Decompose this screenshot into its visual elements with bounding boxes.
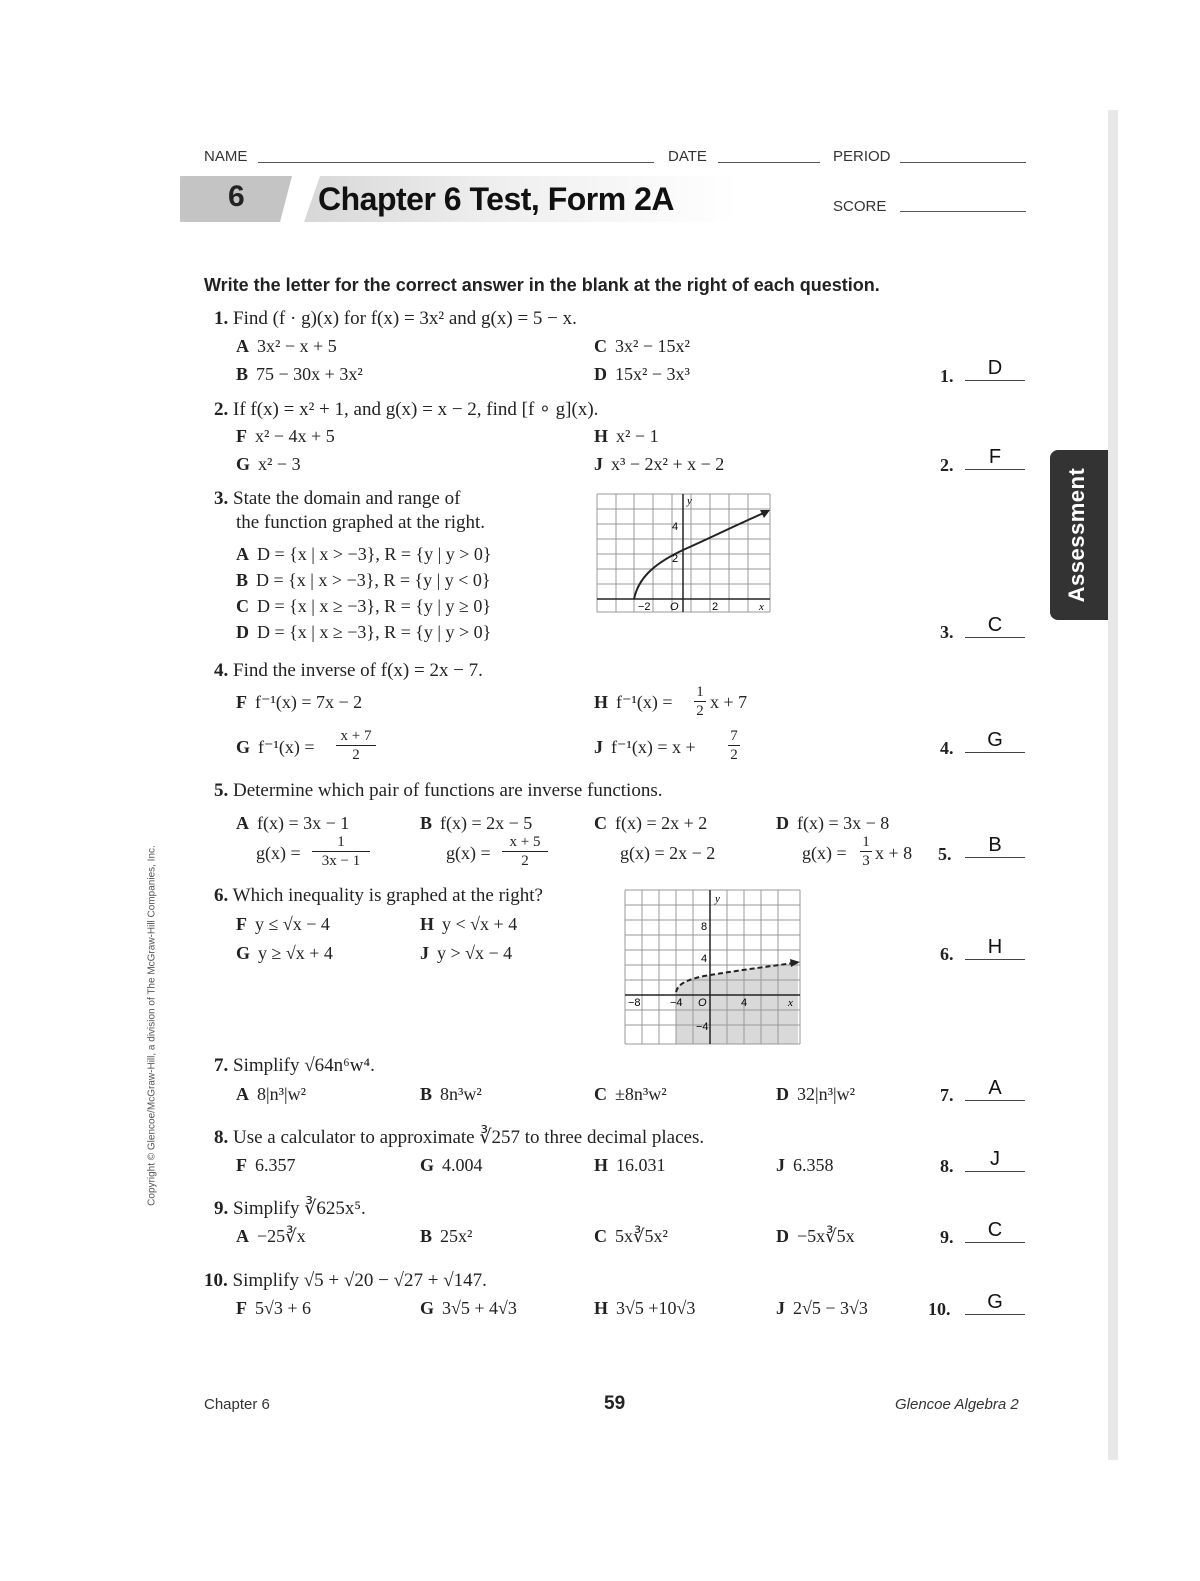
svg-text:2: 2 <box>672 553 679 565</box>
svg-text:8: 8 <box>701 921 708 933</box>
question-9: 9. Simplify ∛625x⁵. <box>214 1198 366 1219</box>
q4-option-g[interactable]: G f⁻¹(x) = <box>236 737 315 757</box>
svg-text:x: x <box>759 601 764 613</box>
q7-option-a[interactable]: A 8|n³|w² <box>236 1084 306 1104</box>
question-4: 4. Find the inverse of f(x) = 2x − 7. <box>214 660 483 681</box>
q5-option-a[interactable]: A f(x) = 3x − 1 <box>236 813 350 833</box>
svg-text:−2: −2 <box>638 601 651 613</box>
q4-option-f[interactable]: F f⁻¹(x) = 7x − 2 <box>236 692 363 712</box>
q4-h-denominator: 2 <box>696 703 704 719</box>
answer-line-7 <box>965 1100 1025 1101</box>
answer-line-1 <box>965 380 1025 381</box>
answer-number-1: 1. <box>940 366 954 386</box>
answer-line-2 <box>965 469 1025 470</box>
q3-option-a[interactable]: A D = {x | x > −3}, R = {y | y > 0} <box>236 544 492 564</box>
footer-book-title: Glencoe Algebra 2 <box>895 1396 1019 1413</box>
q6-option-h[interactable]: H y < √x + 4 <box>420 914 518 934</box>
svg-text:y: y <box>715 893 720 905</box>
answer-number-10: 10. <box>928 1299 951 1319</box>
answer-5[interactable]: B <box>988 834 1002 856</box>
page-title: Chapter 6 Test, Form 2A <box>318 181 674 217</box>
name-field[interactable] <box>258 162 654 163</box>
q6-option-j[interactable]: J y > √x − 4 <box>420 943 513 963</box>
date-label: DATE <box>668 148 707 165</box>
q8-option-g[interactable]: G 4.004 <box>420 1155 483 1175</box>
q5-d-numerator: 1 <box>860 834 872 852</box>
q10-option-f[interactable]: F 5√3 + 6 <box>236 1298 312 1318</box>
q5-a-denominator: 3x − 1 <box>321 853 361 869</box>
copyright-notice: Copyright © Glencoe/McGraw-Hill, a division of The McGraw-Hill Companies, Inc. <box>146 845 158 1206</box>
page-edge-strip <box>1108 110 1118 1460</box>
answer-2[interactable]: F <box>988 446 1002 468</box>
q3-option-c[interactable]: C D = {x | x ≥ −3}, R = {y | y ≥ 0} <box>236 596 491 616</box>
question-7: 7. Simplify √64n⁶w⁴. <box>214 1055 375 1076</box>
q4-g-denominator: 2 <box>352 747 360 763</box>
q1-option-d[interactable]: D 15x² − 3x³ <box>594 364 690 384</box>
svg-text:4: 4 <box>672 521 679 533</box>
answer-4[interactable]: G <box>987 729 1003 751</box>
question-1: 1. Find (f · g)(x) for f(x) = 3x² and g(x) = 5 − x. <box>214 308 577 329</box>
q4-h-numerator: 1 <box>694 684 706 702</box>
period-field[interactable] <box>900 162 1026 163</box>
svg-text:O: O <box>670 601 679 613</box>
q4-j-denominator: 2 <box>730 747 738 763</box>
q5-b-denominator: 2 <box>521 853 529 869</box>
name-label: NAME <box>204 148 248 165</box>
q7-option-b[interactable]: B 8n³w² <box>420 1084 482 1104</box>
svg-text:x: x <box>788 997 793 1009</box>
q2-option-f[interactable]: F x² − 4x + 5 <box>236 426 335 446</box>
q9-option-b[interactable]: B 25x² <box>420 1226 473 1246</box>
q4-j-numerator: 7 <box>728 728 740 746</box>
q10-option-j[interactable]: J 2√5 − 3√3 <box>776 1298 868 1318</box>
q7-option-d[interactable]: D 32|n³|w² <box>776 1084 855 1104</box>
q5-b-numerator: x + 5 <box>502 834 548 852</box>
q2-option-j[interactable]: J x³ − 2x² + x − 2 <box>594 454 725 474</box>
answer-number-3: 3. <box>940 622 954 642</box>
answer-number-2: 2. <box>940 455 954 475</box>
q5-option-b[interactable]: B f(x) = 2x − 5 <box>420 813 533 833</box>
answer-line-10 <box>965 1314 1025 1315</box>
answer-line-6 <box>965 959 1025 960</box>
q3-option-d[interactable]: D D = {x | x ≥ −3}, R = {y | y > 0} <box>236 622 492 642</box>
q5-c-g: g(x) = 2x − 2 <box>620 843 716 863</box>
q3-graph <box>596 490 772 616</box>
q4-option-h[interactable]: H f⁻¹(x) = <box>594 692 673 712</box>
q9-option-a[interactable]: A −25∛x <box>236 1226 306 1246</box>
answer-9[interactable]: C <box>987 1219 1003 1241</box>
q7-option-c[interactable]: C ±8n³w² <box>594 1084 667 1104</box>
q2-option-g[interactable]: G x² − 3 <box>236 454 301 474</box>
q1-option-a[interactable]: A 3x² − x + 5 <box>236 336 337 356</box>
question-3: 3. State the domain and range of <box>214 488 461 509</box>
question-6: 6. Which inequality is graphed at the right? <box>214 885 543 906</box>
answer-7[interactable]: A <box>988 1077 1002 1099</box>
svg-text:4: 4 <box>701 953 708 965</box>
svg-text:−4: −4 <box>696 1021 709 1033</box>
q9-option-c[interactable]: C 5x∛5x² <box>594 1226 668 1246</box>
answer-8[interactable]: J <box>990 1148 1000 1170</box>
q10-option-g[interactable]: G 3√5 + 4√3 <box>420 1298 517 1318</box>
date-field[interactable] <box>718 162 820 163</box>
question-2: 2. If f(x) = x² + 1, and g(x) = x − 2, find [f ∘ g](x). <box>214 399 599 420</box>
answer-line-4 <box>965 752 1025 753</box>
score-field[interactable] <box>900 211 1026 212</box>
q2-option-h[interactable]: H x² − 1 <box>594 426 659 446</box>
answer-line-8 <box>965 1171 1025 1172</box>
svg-text:−4: −4 <box>670 997 683 1009</box>
q1-option-c[interactable]: C 3x² − 15x² <box>594 336 690 356</box>
answer-1[interactable]: D <box>987 357 1003 379</box>
q5-d-tail: x + 8 <box>875 843 913 863</box>
q5-d-g: g(x) = <box>802 843 847 863</box>
assessment-tab <box>1050 450 1108 620</box>
q4-option-j[interactable]: J f⁻¹(x) = x + <box>594 737 696 757</box>
q1-option-b[interactable]: B 75 − 30x + 3x² <box>236 364 363 384</box>
q5-b-g: g(x) = <box>446 843 491 863</box>
q8-option-h[interactable]: H 16.031 <box>594 1155 666 1175</box>
answer-number-9: 9. <box>940 1227 954 1247</box>
assessment-tab-label: Assessment <box>1064 467 1089 603</box>
q5-option-d[interactable]: D f(x) = 3x − 8 <box>776 813 890 833</box>
q8-option-j[interactable]: J 6.358 <box>776 1155 834 1175</box>
svg-text:y: y <box>687 495 692 507</box>
answer-number-7: 7. <box>940 1085 954 1105</box>
q6-graph <box>624 888 802 1048</box>
answer-line-9 <box>965 1242 1025 1243</box>
answer-number-8: 8. <box>940 1156 954 1176</box>
svg-text:O: O <box>698 997 707 1009</box>
q5-a-g: g(x) = <box>256 843 301 863</box>
q6-option-g[interactable]: G y ≥ √x + 4 <box>236 943 333 963</box>
footer-chapter: Chapter 6 <box>204 1396 270 1413</box>
q3-option-b[interactable]: B D = {x | x > −3}, R = {y | y < 0} <box>236 570 491 590</box>
period-label: PERIOD <box>833 148 891 165</box>
q5-a-numerator: 1 <box>312 834 370 852</box>
q5-option-c[interactable]: C f(x) = 2x + 2 <box>594 813 708 833</box>
q6-option-f[interactable]: F y ≤ √x − 4 <box>236 914 330 934</box>
answer-3[interactable]: C <box>987 614 1003 636</box>
instructions: Write the letter for the correct answer in the blank at the right of each question. <box>204 275 880 295</box>
page-number: 59 <box>604 1393 626 1414</box>
svg-text:−8: −8 <box>628 997 641 1009</box>
q10-option-h[interactable]: H 3√5 +10√3 <box>594 1298 696 1318</box>
answer-6[interactable]: H <box>987 936 1003 958</box>
answer-line-3 <box>965 637 1025 638</box>
q8-option-f[interactable]: F 6.357 <box>236 1155 296 1175</box>
answer-number-6: 6. <box>940 944 954 964</box>
svg-text:4: 4 <box>741 997 748 1009</box>
question-10: 10. Simplify √5 + √20 − √27 + √147. <box>204 1270 487 1291</box>
answer-number-5: 5. <box>938 844 952 864</box>
answer-10[interactable]: G <box>987 1291 1003 1313</box>
score-label: SCORE <box>833 198 887 215</box>
question-3-line-2: the function graphed at the right. <box>236 512 486 533</box>
q4-h-tail: x + 7 <box>710 692 748 712</box>
question-5: 5. Determine which pair of functions are inverse functions. <box>214 780 663 801</box>
answer-line-5 <box>965 857 1025 858</box>
q4-g-numerator: x + 7 <box>336 728 376 746</box>
chapter-number: 6 <box>228 180 245 213</box>
question-8: 8. Use a calculator to approximate ∛257 to three decimal places. <box>214 1127 705 1148</box>
q5-d-denominator: 3 <box>862 853 870 869</box>
svg-text:2: 2 <box>712 601 719 613</box>
answer-number-4: 4. <box>940 738 954 758</box>
q9-option-d[interactable]: D −5x∛5x <box>776 1226 855 1246</box>
